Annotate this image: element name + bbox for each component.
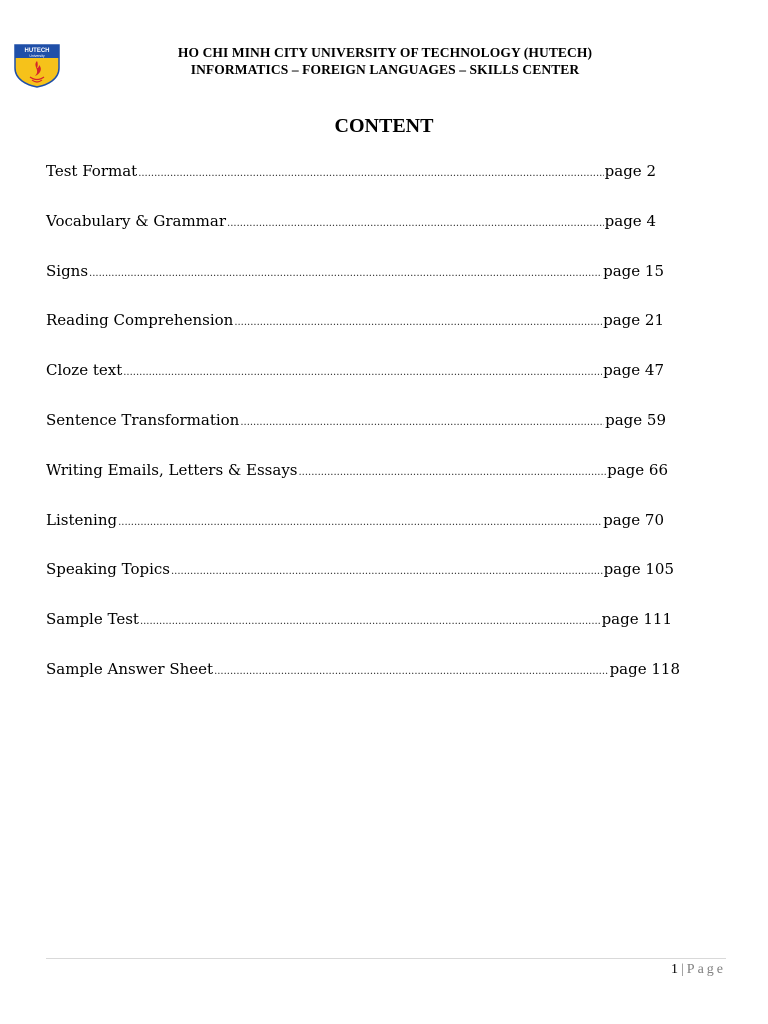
toc-entry-page: page 70 <box>603 510 664 529</box>
toc-entry-label: Speaking Topics <box>46 560 170 579</box>
footer-separator: | <box>680 962 684 977</box>
toc-entry-page: page 2 <box>604 162 656 180</box>
toc-entry <box>46 560 674 582</box>
toc-entry <box>46 162 656 184</box>
document-header <box>0 44 768 78</box>
header-university: HO CHI MINH CITY UNIVERSITY OF TECHNOLOGY (HUTECH) <box>177 45 593 60</box>
toc-entry <box>46 610 672 632</box>
toc-dot-leader <box>171 566 603 577</box>
toc-entry-label: Sample Answer Sheet <box>46 660 214 678</box>
footer-divider <box>46 958 726 959</box>
toc-dot-leader <box>227 218 604 229</box>
toc-entry-page: page 15 <box>603 261 664 280</box>
toc-entry-label: Test Format <box>46 162 138 180</box>
toc-dot-leader <box>299 467 607 478</box>
page-footer <box>671 962 726 978</box>
header-center: INFORMATICS – FOREIGN LANGUAGES – SKILLS CENTER <box>190 62 580 77</box>
toc-dot-leader <box>123 367 602 378</box>
toc-entry-page: page 105 <box>603 560 674 579</box>
toc-entry <box>46 212 656 234</box>
toc-entry-label: Reading Comprehension <box>46 311 234 330</box>
toc-dot-leader <box>140 616 601 627</box>
toc-entry-label: Writing Emails, Letters & Essays <box>46 460 298 479</box>
toc-entry-page: page 21 <box>603 311 664 330</box>
toc-entry-page: page 118 <box>609 660 680 678</box>
toc-entry-label: Listening <box>46 510 118 529</box>
toc-entry <box>46 660 680 682</box>
toc-entry <box>46 411 666 433</box>
toc-entry <box>46 461 668 483</box>
toc-entry <box>46 361 664 383</box>
page-title: CONTENT <box>334 115 434 137</box>
toc-entry <box>46 311 664 333</box>
toc-entry-label: Cloze text <box>46 361 123 380</box>
toc-entry-page: page 4 <box>604 211 656 230</box>
svg-text:University: University <box>29 54 45 58</box>
toc-dot-leader <box>234 317 602 328</box>
toc-entry <box>46 262 664 284</box>
toc-entry-page: page 59 <box>605 411 666 429</box>
toc-entry-label: Sentence Transformation <box>46 411 240 429</box>
toc-dot-leader <box>118 517 602 528</box>
toc-entry-page: page 111 <box>601 610 672 629</box>
toc-entry-label: Signs <box>46 261 89 280</box>
footer-page-number: 1 <box>670 962 678 977</box>
toc-dot-leader <box>138 168 603 179</box>
footer-page-word: Page <box>686 962 726 977</box>
toc-dot-leader <box>240 417 604 428</box>
toc-entry-label: Vocabulary & Grammar <box>46 211 227 230</box>
svg-text:HUTECH: HUTECH <box>24 48 50 54</box>
toc-dot-leader <box>89 268 602 279</box>
toc-dot-leader <box>214 666 609 677</box>
toc-entry-label: Sample Test <box>46 610 139 629</box>
toc-entry <box>46 511 664 533</box>
toc-entry-page: page 47 <box>603 361 664 380</box>
toc-entry-page: page 66 <box>607 460 668 479</box>
